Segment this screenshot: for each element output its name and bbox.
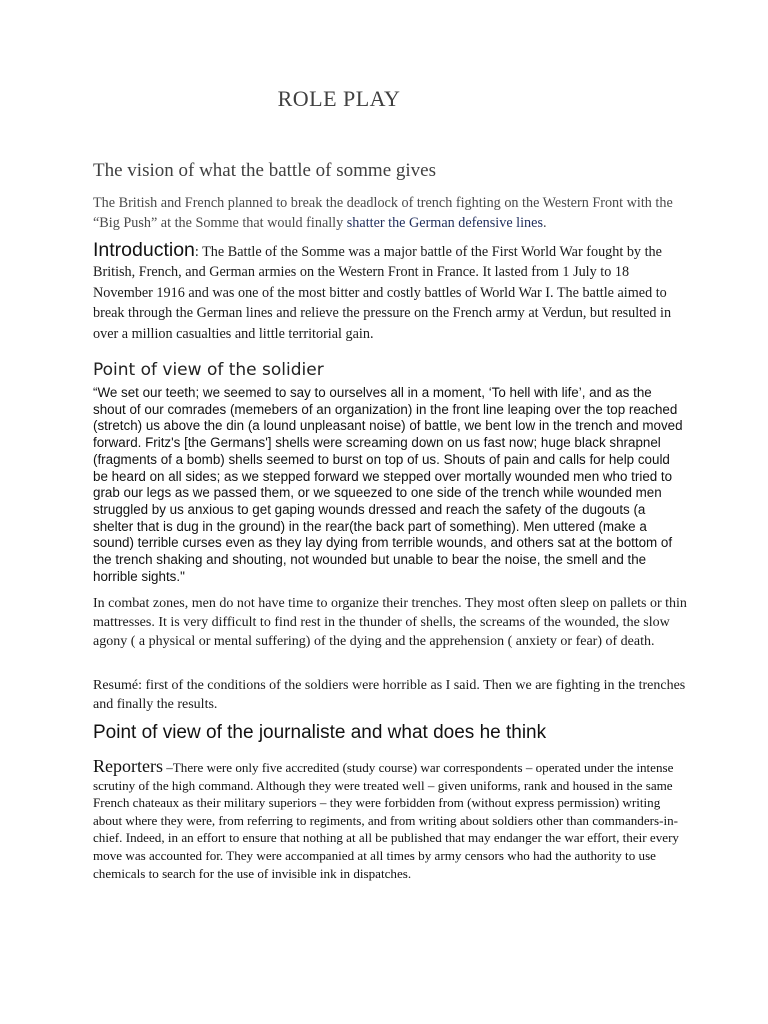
resume-paragraph: Resumé: first of the conditions of the soldiers were horrible as I said. Then we are fighting in the trenches and finally the results.	[93, 678, 686, 713]
introduction-text: : The Battle of the Somme was a major battle of the First World War fought by the British, French, and German armies on the Western Front in France. It lasted from 1 July to 18 November 1916 and was one of the most bitter and costly battles of World War I. The battle aimed to break through the German lines and relieve the pressure on the French army at Verdun, but resulted in over a million casualties and little territorial gain.	[93, 244, 672, 342]
document-title: ROLE PLAY	[277, 86, 401, 111]
combat-paragraph: In combat zones, men do not have time to organize their trenches. They most often sleep on pallets or thin mattresses. It is very difficult to find rest in the thunder of shells, the screams of the wounded, the slow agony ( a physical or mental suffering) of the dying and the apprehension ( anxiety or fear) of death.	[93, 596, 687, 650]
soldier-quote: “We set our teeth; we seemed to say to ourselves all in a moment, ‘To hell with life’, and as the shout of our comrades (memebers of an organization) in the front line leaping over the top reached (stretch) us above the din (a lound unpleasant noise) of battle, we bent low in the trench and moved forward. Fritz's [the Germans'] shells were screaming down on us fast now; huge black shrapnel (fragments of a bomb) shells seemed to burst on top of us. Shouts of pain and calls for help could be heard on all sides; as we stepped forward we stepped over mortally wounded men who tried to grab our legs as we passed them, or we squeezed to one side of the trench while wounded men struggled by us anxious to get gaping wounds dressed and reach the safety of the dugouts (a shelter that is dug in the ground) in the rear(the back part of something). Men uttered (make a sound) terrible curses even as they lay dying from terrible wounds, and others sat at the bottom of the trench shaking and shouting, not wounded but unable to bear the noise, the smell and the horrible sights."	[93, 385, 683, 584]
summary-end: .	[542, 214, 547, 231]
journalist-heading: Point of view of the journaliste and what does he think	[93, 722, 547, 743]
soldier-heading: Point of view of the solidier	[93, 360, 324, 380]
reporters-heading: Reporters	[93, 756, 163, 776]
introduction-heading: Introduction	[93, 239, 195, 261]
introduction-paragraph	[93, 240, 688, 344]
summary-text: The British and French planned to break the deadlock of trench fighting on the Western Front with the “Big Push” at the Somme that would finally	[93, 195, 673, 231]
subtitle: The vision of what the battle of somme gives	[93, 160, 436, 181]
reporters-paragraph	[93, 758, 688, 882]
summary-paragraph	[93, 194, 688, 233]
reporters-text: –There were only five accredited (study course) war correspondents – operated under the intense scrutiny of the high command. Although they were treated well – given uniforms, rank and housed in the same French chateaux as their military superiors – they were forbidden from (without express permission) writing about where they were, from referring to regiments, and from writing about soldiers other than commanders-in-chief. Indeed, in an effort to ensure that nothing at all be published that may endanger the war effort, their every move was accounted for. They were accompanied at all times by army censors who had the authority to use chemicals to search for the use of invisible ink in dispatches.	[93, 760, 679, 881]
summary-link[interactable]: shatter the German defensive lines	[346, 214, 543, 231]
